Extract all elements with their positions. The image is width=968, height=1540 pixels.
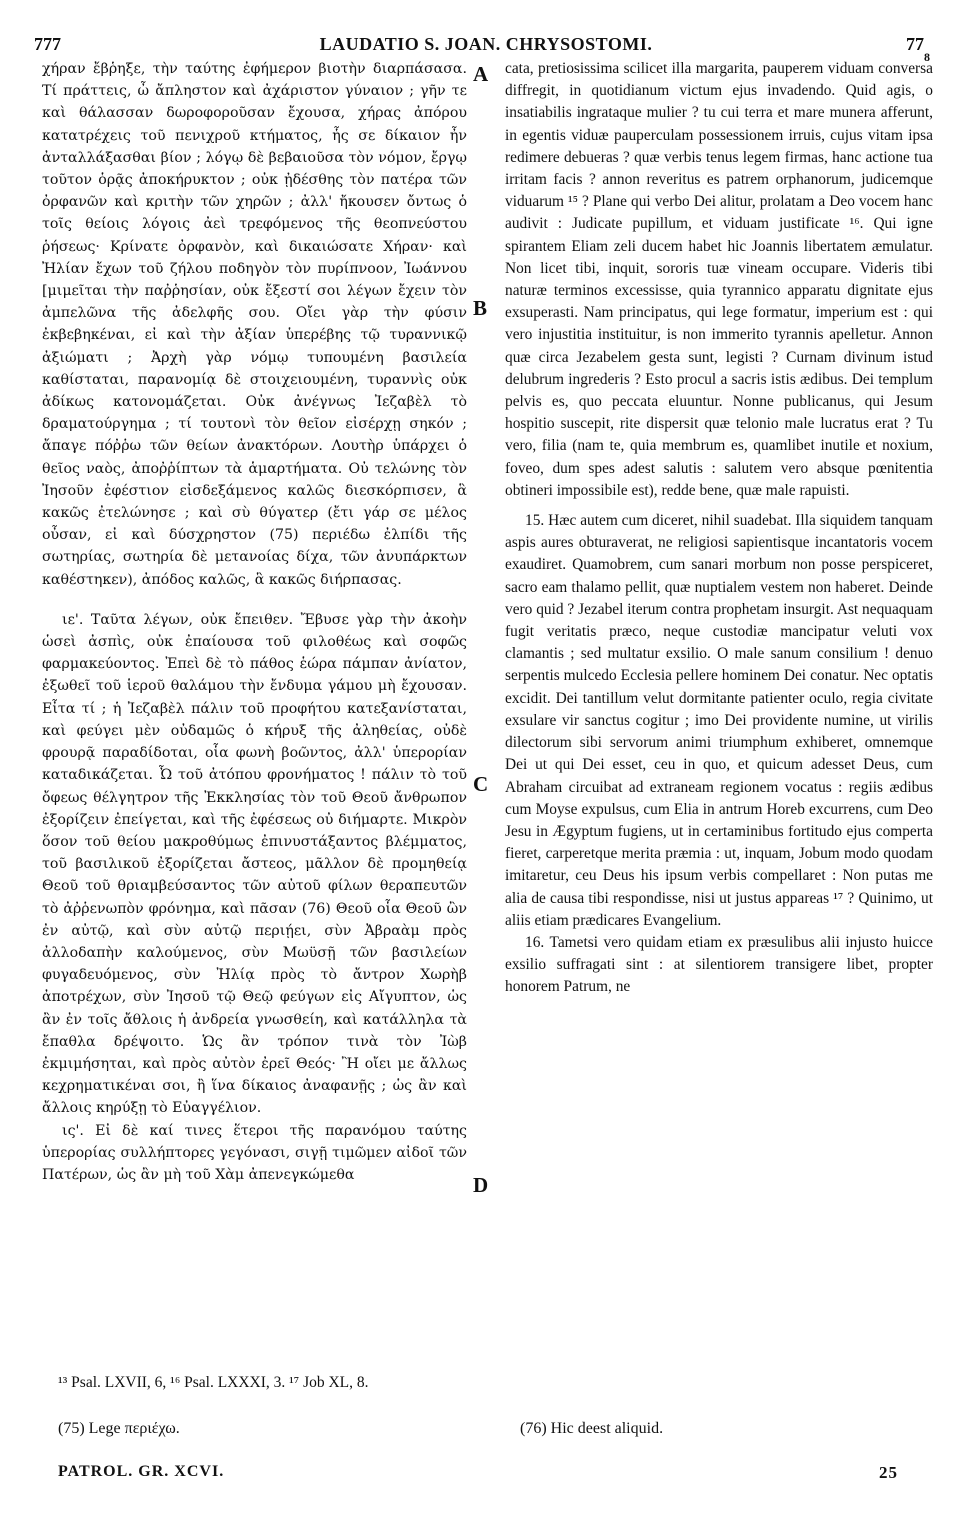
margin-marker-a: A <box>473 62 489 86</box>
sheet-number: 25 <box>879 1463 898 1482</box>
margin-marker-b: B <box>473 296 488 320</box>
volume-signature: PATROL. GR. XCVI. <box>58 1463 225 1480</box>
note-75: (75) Lege περιέχω. <box>58 1420 180 1437</box>
latin-paragraph-1: cata, pretiosissima scilicet illa margarita, pauperem viduam conversa diffregit, in quotidianum victum ejus invadendo. Quid agis, o insatiabilis ingrataque mulier ? tu cui terra et mare munera afferunt, in egentis viduæ pauperculam possessionem irruis, cujus vitam ipsa redimere debueras ? quæ verbis tenus legem firmas, hanc actione tua irritam facis ? annon reveritus es patrem orphanorum, judicemque viduarum ¹⁵ ? Plane qui verbo Dei alitur, prolatam a Deo vocem hanc audivit : Judicate pupillum, et viduam justificate ¹⁶. Qui igne spirantem Eliam zeli ducem habet hic Joannis libertatem æmulatur. Non licet tibi, inquit, sororis tuæ vineam occupare. Videris tibi naturæ terminos excessisse, quia tyrannico apparatu dignitate ejus exsuperasti. Nam principatus, qui lege formatur, imperium est : qui vero injustitia instituitur, is non immerito tyrannis apelletur. Annon quæ circa Jezabelem gesta sunt, legisti ? Curnam divinum istud delubrum ingrederis ? Esto procul a sacris istis ædibus. Dei templum pelvis es, quo peccata eluuntur. Nonne publicanus, qui Jesum hospitio suscepit, rite dispersit quæ telonio male lucratus erat ? Tu vero, filia (nam te, quia membrum es, quamlibet inutile et noxium, foveo, dum spes adest salutis : salutem vero absque pœnitentia obtineri impossibile est), redde bene, quæ male rapuisti. <box>505 60 933 499</box>
latin-paragraph-16: 16. Tametsi vero quidam etiam ex præsulibus alii injusto huicce exsilio suffragati sint : at silentiorem transigere libet, propter honorem Patrum, ne <box>505 933 933 996</box>
scripture-references: ¹³ Psal. LXVII, 6, ¹⁶ Psal. LXXXI, 3. ¹⁷ Job XL, 8. <box>58 1374 369 1391</box>
latin-paragraph-15: 15. Hæc autem cum diceret, nihil suadebat. Illa siquidem tanquam aspis aures obturaverat, ne religiosi sapientisque incantatoris vocem exaudiret. Quamobrem, cum sanari morbum non posse perspiceret, sacro eam thalamo pellit, quæ nuptialem vestem non haberet. Deinde vero quid ? Jezabel iterum contra prophetam insurgit. Ast nequaquam fugit veritatis præco, neque custodiæ mancipatur veluti vox clamantis ; sed multatur exsilio. O male sanum consilium ! denuo serpentis mulcedo Ecclesia pellere hominem Dei conatur. Nec optatis excidit. Dei tantillum velut dormitante patienter oculo, regia civitate exsulare vir sanctus cogitur ; imo Dei providente numine, ut virilis dilectorum sibi servorum animi triumphum exhiberet, omnemque Dei ut qui Dei esset, ceu in quo, et quicum adesset Deus, cum Abraham circuibat ad extraneam regionem vocatus : regiis ædibus cum Moyse expulsus, cum Elia in antrum Horeb excurrens, cum Deo Jesu in Ægyptum fugiens, ut in certaminibus fortitudo ejus comperta fieret, carperetque merita præmia : ut, inquam, Jobum modo quodam imitaretur, ceu Deus his ipsum verbis compellaret : Non putas me alia de causa tibi respondisse, nisi ut justus appareas ¹⁷ ? Quinimo, ut aliis etiam prædicares Evangelium. <box>505 512 933 929</box>
page-header <box>34 34 938 64</box>
greek-paragraph-1: χήραν ἔβῥηξε, τὴν ταύτης ἐφήμερον βιοτὴν διαρπάσασα. Τί πράττεις, ὦ ἄπληστον καὶ ἀχάριστον γύναιον ; γῆν τε καὶ θάλασσαν δωροφοροῦσαν ἔχουσα, χήρας ἀπόρου κατατρέχεις τοῦ πενιχροῦ κτήματος, ἧς σε δίκαιον ἦν ἀνταλλάξασθαι βίον ; λόγῳ δὲ βεβαιοῦσα τὸν νόμον, ἔργῳ τοῦτον ὁρᾷς ἀποκήρυκτον ; οὐκ ᾐδέσθης τὸν πατέρα τῶν ὀρφανῶν καὶ κριτὴν τῶν χηρῶν ; ἀλλ' ἤκουσεν ὄντως ὁ τοῖς θείοις λόγοις ἀεὶ τρεφόμενος τῆς θεοπνεύστου ῥήσεως· Κρίνατε ὀρφανὸν, καὶ δικαιώσατε Χήραν· καὶ Ἠλίαν ἔχων τοῦ ζήλου ποδηγὸν τὸν πυρίπνοον, Ἰωάννου [μιμεῖται τὴν παῤῥησίαν, οὐκ ἔξεστί σοι λέγων ἔχειν τὸν ἀμπελῶνα τῆς ἀδελφῆς σου. Οἴει γὰρ τὴν φύσιν ἐκβεβηκέναι, εἰ καὶ τὴν ἀξίαν ὑπερέβης τῷ τυραννικῷ ἀξιώματι ; Ἀρχὴ γὰρ νόμῳ τυπουμένη βασιλεία καθίσταται, παρανομίᾳ δὲ στοιχειουμένη, τυραννὶς οὐκ ἀδίκως κατονομάζεται. Οὐκ ἀνέγνως Ἰεζαβὲλ τὸ δραματούργημα ; τί τουτονὶ τὸν θεῖον εἰσέρχῃ σηκόν ; ἄπαγε πόῤῥω τῶν θείων ἀνακτόρων. Λουτὴρ ὑπάρχει ὁ θεῖος ναὸς, ἀποῤῥίπτων τὰ ἁμαρτήματα. Οὐ τελώνης τὸν Ἰησοῦν ἐφέστιον εἰσδεξάμενος καλῶς διεσκόρπισεν, ἃ κακῶς ἐτελώνησε ; καὶ σὺ θύγατερ (ἔτι γάρ σε μέλος οὖσαν, εἰ καὶ δύσχρηστον (75) περιέδω ἐλπίδι τῆς σωτηρίας, σωτηρία δὲ μετανοίας δίχα, τῶν ἀνυπάρκτων καθέστηκεν), ἀπόδος καλῶς, ἃ κακῶς διήρπασας. <box>42 61 467 588</box>
page-number-right-main: 77 <box>906 34 924 54</box>
latin-column <box>505 58 933 999</box>
margin-marker-c: C <box>473 772 489 796</box>
greek-paragraph-16: ις'. Εἰ δὲ καί τινες ἕτεροι τῆς παρανόμου ταύτης ὑπερορίας συλλήπτορες γεγόνασι, σιγῇ τιμῶμεν αἰδοῖ τῶν Πατέρων, ὡς ἂν μὴ τοῦ Χὰμ ἀπενεγκώμεθα <box>42 1122 467 1183</box>
margin-marker-d: D <box>473 1173 489 1197</box>
note-76: (76) Hic deest aliquid. <box>520 1420 664 1437</box>
greek-column <box>42 58 467 1186</box>
running-title: LAUDATIO S. JOAN. CHRYSOSTOMI. <box>319 34 653 54</box>
page-number-right-sub: 8 <box>924 49 930 64</box>
page-number-right <box>906 34 930 64</box>
greek-paragraph-15: ιε'. Ταῦτα λέγων, οὐκ ἔπειθεν. Ἔβυσε γὰρ τὴν ἀκοὴν ὡσεὶ ἀσπὶς, οὐκ ἐπαίουσα τοῦ φιλοθέως καὶ σοφῶς φαρμακεύοντος. Ἐπεὶ δὲ τὸ πάθος ἑώρα πάμπαν ἀνίατον, ἐξωθεῖ τοῦ ἱεροῦ θαλάμου τὴν ἔνδυμα γάμου μὴ ἔχουσαν. Εἶτα τί ; ἡ Ἰεζαβὲλ πάλιν τοῦ προφήτου κατεξανίσταται, καὶ φεύγει μὲν οὐδαμῶς ὁ κήρυξ τῆς ἀληθείας, οὐδὲ φρουρᾷ παραδίδοται, οἷα φωνὴ βοῶντος, ἀλλ' ὑπερορίαν καταδικάζεται. Ὦ τοῦ ἀτόπου φρονήματος ! πάλιν τὸ τοῦ ὄφεως θέλγητρον τῆς Ἐκκλησίας τὸν τοῦ Θεοῦ ἄνθρωπον ἐξορίζειν ἐπείγεται, καὶ τῆς ἐφέσεως οὐ διήμαρτε. Μικρὸν ὅσον τοῦ θείου μακροθύμως ἐπινυστάξαντος βλέμματος, τοῦ βασιλικοῦ ἐξορίζεται ἄστεος, μᾶλλον δὲ προμηθείᾳ Θεοῦ τοῦ θριαμβεύσαντος τῶν αὐτοῦ φίλων θεραπευτῶν τὸ ἀῤῥενωπὸν φρόνημα, καὶ πᾶσαν (76) Θεοῦ οἷα Θεοῦ ὢν ἐν αὐτῷ, καὶ σὺν αὐτῷ περιῄει, σὺν Ἀβραὰμ πρὸς ἀλλοδαπὴν καλούμενος, σὺν Μωϋσῇ τῶν βασιλείων φυγαδευόμενος, σὺν Ἠλίᾳ πρὸς τὸ ἄντρον Χωρὴβ ἀποτρέχων, σὺν Ἰησοῦ τῷ Θεῷ φεύγων εἰς Αἴγυπτον, ὡς ἂν ἐν τοῖς ἄθλοις ἡ ἀνδρεία γνωσθείη, καὶ κατάλληλα τὰ ἔπαθλα δρέψοιτο. Ὡς ἂν τρόπον τινὰ τὸν Ἰὼβ ἐκμιμήσηται, καὶ πρὸς αὐτὸν ἐρεῖ Θεός· Ἢ οἴει με ἄλλως κεχρηματικέναι σοι, ἢ ἵνα δίκαιος ἀναφανῇς ; ὡς ἂν καὶ ἄλλοις κηρύξῃ τὸ Εὐαγγέλιον. <box>42 611 467 1117</box>
page-number-left: 777 <box>34 34 61 54</box>
